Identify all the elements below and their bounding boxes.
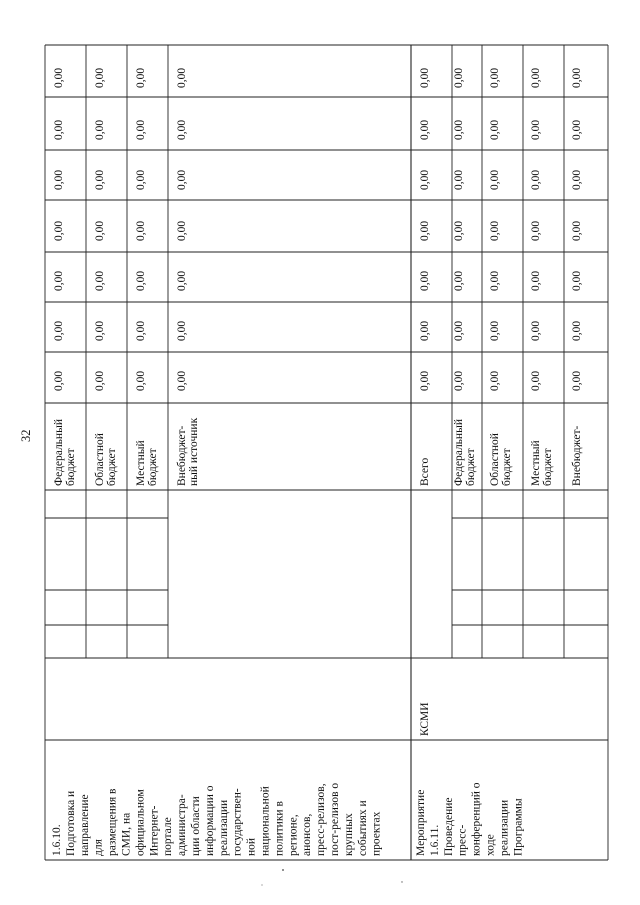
measure-2-text: ходе xyxy=(484,834,497,856)
source-label: бюджет xyxy=(65,448,77,486)
page-number: 32 xyxy=(19,429,33,442)
measure-2-text: пресс- xyxy=(456,824,469,856)
value-cell: 0,00 xyxy=(53,220,65,241)
measure-1-text: информации о xyxy=(203,785,216,856)
source-label: Федеральный xyxy=(453,419,465,486)
value-cell: 0,00 xyxy=(453,169,465,190)
value-cell: 0,00 xyxy=(489,169,501,190)
value-cell: 0,00 xyxy=(94,169,106,190)
value-cell: 0,00 xyxy=(419,67,431,88)
measure-2-text: реализации xyxy=(498,799,511,856)
source-label: бюджет xyxy=(542,448,554,486)
source-label: Областной xyxy=(94,433,106,486)
value-cell: 0,00 xyxy=(419,370,431,391)
value-cell: 0,00 xyxy=(530,370,542,391)
measure-1-text: портале xyxy=(162,817,175,856)
scan-dot xyxy=(261,884,262,885)
value-cell: 0,00 xyxy=(135,270,147,291)
value-cell: 0,00 xyxy=(176,119,188,140)
value-cell: 0,00 xyxy=(530,119,542,140)
value-cell: 0,00 xyxy=(94,220,106,241)
measure-1-text: Интернет- xyxy=(148,805,161,856)
value-cell: 0,00 xyxy=(453,320,465,341)
value-cell: 0,00 xyxy=(94,370,106,391)
scan-dot xyxy=(282,869,284,871)
value-cell: 0,00 xyxy=(94,119,106,140)
value-cell: 0,00 xyxy=(94,320,106,341)
value-cell: 0,00 xyxy=(419,119,431,140)
measure-1-text: администра- xyxy=(176,794,189,856)
source-label: Местный xyxy=(530,440,542,486)
value-cell: 0,00 xyxy=(135,119,147,140)
scan-dot xyxy=(401,881,402,882)
measure-1-text: проектах xyxy=(370,811,383,856)
source-label: Федеральный xyxy=(53,419,65,486)
source-label: Внебюджет- xyxy=(176,425,188,486)
measure-1-text: Подготовка и xyxy=(64,790,77,856)
measure-1-text: официальном xyxy=(134,789,147,856)
value-cell: 0,00 xyxy=(53,370,65,391)
value-cell: 0,00 xyxy=(571,67,583,88)
source-label: ный источник xyxy=(188,417,200,486)
source-label: бюджет xyxy=(106,448,118,486)
measure-1-text: политики в xyxy=(273,801,286,856)
value-cell: 0,00 xyxy=(530,320,542,341)
measure-1-text: 1.6.10. xyxy=(51,824,63,856)
executor-label: КСМИ xyxy=(419,702,431,736)
value-cell: 0,00 xyxy=(135,67,147,88)
value-cell: 0,00 xyxy=(571,320,583,341)
source-label: Областной xyxy=(489,433,501,486)
value-cell: 0,00 xyxy=(53,270,65,291)
measure-2-text: Программы xyxy=(512,798,525,856)
source-label: Внебюджет- xyxy=(571,425,583,486)
measure-1-text: направление xyxy=(78,794,91,856)
source-label: бюджет xyxy=(465,448,477,486)
value-cell: 0,00 xyxy=(453,370,465,391)
source-label: Местный xyxy=(135,440,147,486)
value-cell: 0,00 xyxy=(176,67,188,88)
source-label: Всего xyxy=(419,457,431,486)
value-cell: 0,00 xyxy=(176,370,188,391)
value-cell: 0,00 xyxy=(571,169,583,190)
value-cell: 0,00 xyxy=(489,67,501,88)
measure-2-text: конференций о xyxy=(470,782,483,856)
measure-1-text: регионе, xyxy=(287,814,300,856)
value-cell: 0,00 xyxy=(176,320,188,341)
value-cell: 0,00 xyxy=(571,119,583,140)
value-cell: 0,00 xyxy=(419,320,431,341)
source-label: бюджет xyxy=(147,448,159,486)
value-cell: 0,00 xyxy=(453,67,465,88)
value-cell: 0,00 xyxy=(135,320,147,341)
value-cell: 0,00 xyxy=(571,270,583,291)
value-cell: 0,00 xyxy=(94,270,106,291)
value-cell: 0,00 xyxy=(176,169,188,190)
value-cell: 0,00 xyxy=(489,270,501,291)
measure-1-text: СМИ, на xyxy=(120,812,133,856)
value-cell: 0,00 xyxy=(571,220,583,241)
value-cell: 0,00 xyxy=(453,119,465,140)
measure-2-text: 1.6.11. xyxy=(428,824,441,856)
value-cell: 0,00 xyxy=(489,119,501,140)
value-cell: 0,00 xyxy=(94,67,106,88)
value-cell: 0,00 xyxy=(453,220,465,241)
value-cell: 0,00 xyxy=(489,370,501,391)
value-cell: 0,00 xyxy=(419,220,431,241)
value-cell: 0,00 xyxy=(530,169,542,190)
measure-1-text: ной xyxy=(245,837,258,856)
value-cell: 0,00 xyxy=(530,67,542,88)
value-cell: 0,00 xyxy=(176,270,188,291)
value-cell: 0,00 xyxy=(489,220,501,241)
measure-1-text: для xyxy=(92,839,105,856)
value-cell: 0,00 xyxy=(419,270,431,291)
value-cell: 0,00 xyxy=(419,169,431,190)
measure-1-text: пост-релизов о xyxy=(329,782,341,856)
measure-1-text: крупных xyxy=(342,813,355,856)
value-cell: 0,00 xyxy=(571,370,583,391)
value-cell: 0,00 xyxy=(53,119,65,140)
measure-1-text: размещения в xyxy=(106,788,119,856)
value-cell: 0,00 xyxy=(176,220,188,241)
value-cell: 0,00 xyxy=(530,220,542,241)
value-cell: 0,00 xyxy=(135,169,147,190)
value-cell: 0,00 xyxy=(453,270,465,291)
value-cell: 0,00 xyxy=(53,169,65,190)
measure-1-text: национальной xyxy=(259,786,272,856)
value-cell: 0,00 xyxy=(53,67,65,88)
measure-1-text: ции области xyxy=(190,796,202,856)
value-cell: 0,00 xyxy=(53,320,65,341)
measure-1-text: реализации xyxy=(217,799,230,856)
measure-2-text: Проведение xyxy=(442,797,455,856)
measure-2-text: Мероприятие xyxy=(415,789,427,856)
source-label: бюджет xyxy=(501,448,513,486)
value-cell: 0,00 xyxy=(135,370,147,391)
value-cell: 0,00 xyxy=(530,270,542,291)
measure-1-text: пресс-релизов, xyxy=(315,783,328,856)
measure-1-text: анонсов, xyxy=(301,813,314,856)
value-cell: 0,00 xyxy=(489,320,501,341)
measure-1-text: событиях и xyxy=(356,800,369,856)
measure-1-text: государствен- xyxy=(231,788,244,856)
value-cell: 0,00 xyxy=(135,220,147,241)
